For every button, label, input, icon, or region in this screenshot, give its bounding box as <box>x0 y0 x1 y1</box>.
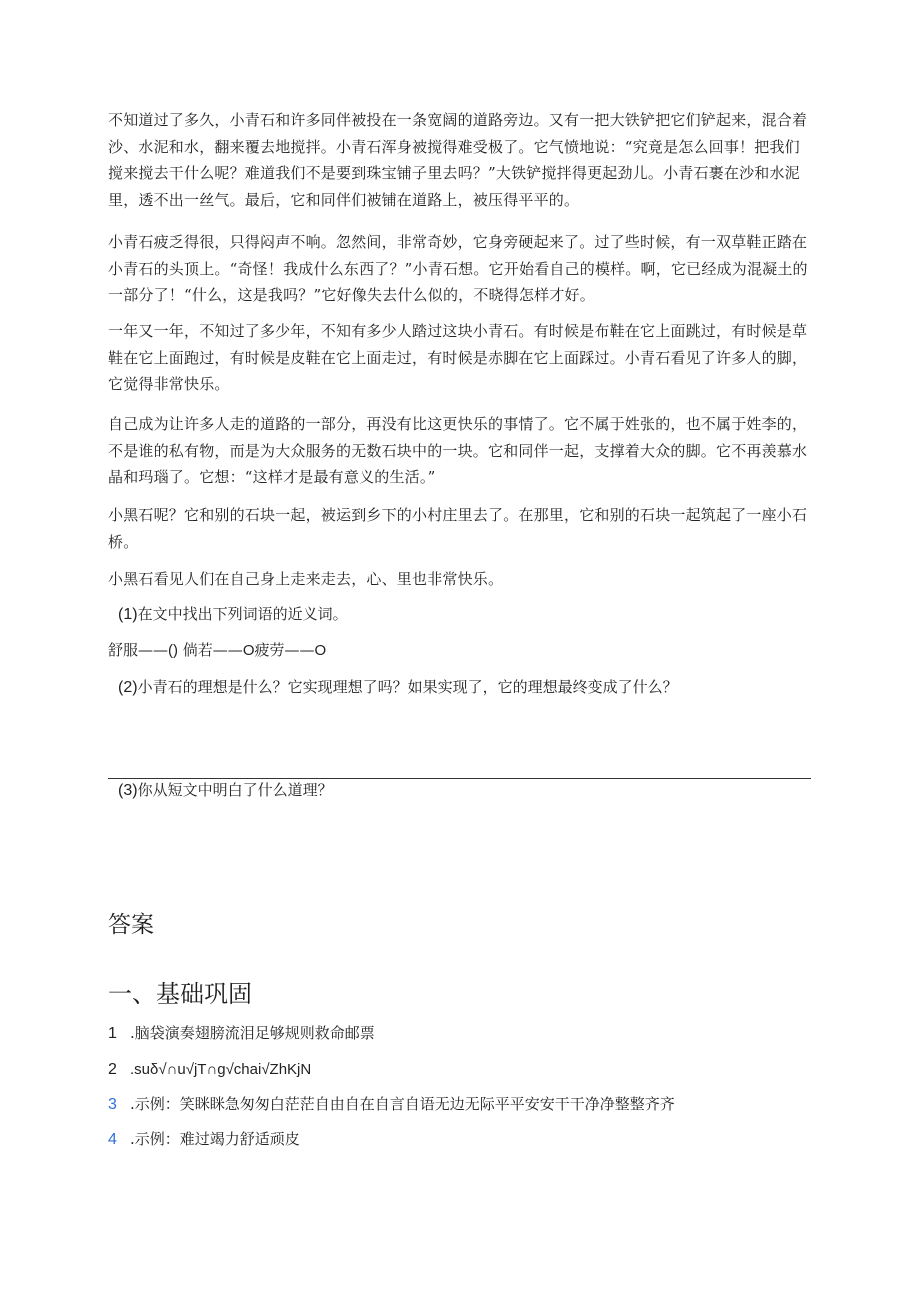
question-3-number: (3) <box>118 782 138 799</box>
question-3-text: 你从短文中明白了什么道理？ <box>137 781 333 799</box>
passage-paragraph-4: 自己成为让许多人走的道路的一部分，再没有比这更快乐的事情了。它不属于姓张的，也不属于姓李的，不是谁的私有物，而是为大众服务的无数石块中的一块。它和同伴一起，支撑着大众的脚。它不再羡慕水晶和玛瑙了。它想：“这样才是最有意义的生活。” <box>108 415 808 487</box>
answer-heading: 答案 <box>108 912 154 938</box>
synonym-word-3: 疲劳—— <box>254 641 315 659</box>
question-1 <box>118 603 348 626</box>
synonym-word-2: 倘若—— <box>182 641 243 659</box>
answer-item-4 <box>108 1128 300 1151</box>
question-2-text: 小青石的理想是什么？它实现理想了吗？如果实现了，它的理想最终变成了什么？ <box>137 678 678 696</box>
answer-text-1: .脑袋演奏翅膀流泪足够规则救命邮票 <box>130 1024 375 1042</box>
answer-number-1: 1 <box>108 1025 117 1042</box>
question-2-number: (2) <box>118 679 138 696</box>
answer-item-3 <box>108 1093 675 1116</box>
answer-number-4: 4 <box>108 1131 117 1148</box>
answer-text-3: .示例：笑眯眯急匆匆白茫茫自由自在自言自语无边无际平平安安干干净净整整齐齐 <box>130 1095 675 1113</box>
question-1-number: (1) <box>118 606 138 623</box>
passage-paragraph-3: 一年又一年，不知过了多少年，不知有多少人踏过这块小青石。有时候是布鞋在它上面跳过，有时候是草鞋在它上面跑过，有时候是皮鞋在它上面走过，有时候是赤脚在它上面踩过。小青石看见了许多人的脚，它觉得非常快乐。 <box>108 322 808 394</box>
question-2 <box>118 676 678 699</box>
answer-item-1 <box>108 1022 375 1045</box>
synonym-word-1: 舒服—— <box>108 641 169 659</box>
answer-number-2: 2 <box>108 1061 117 1078</box>
passage-paragraph-6: 小黑石看见人们在自己身上走来走去，心、里也非常快乐。 <box>108 570 504 588</box>
section-heading: 一、基础巩固 <box>108 980 252 1008</box>
question-1-synonyms <box>108 639 326 662</box>
synonym-blank-2[interactable]: O <box>242 642 255 659</box>
answer-text-2: .suδ√∩u√jT∩g√chai√ZhKjN <box>130 1061 312 1078</box>
passage-paragraph-2: 小青石疲乏得很，只得闷声不响。忽然间，非常奇妙，它身旁硬起来了。过了些时候，有一双草鞋正踏在小青石的头顶上。“奇怪！我成什么东西了？”小青石想。它开始看自己的模样。啊，它已经成为混凝土的一部分了！“什么，这是我吗？”它好像失去什么似的，不晓得怎样才好。 <box>108 233 808 305</box>
synonym-blank-3[interactable]: O <box>314 642 327 659</box>
question-1-text: 在文中找出下列词语的近义词。 <box>137 605 348 623</box>
synonym-blank-1[interactable]: () <box>168 642 179 659</box>
passage-paragraph-1: 不知道过了多久，小青石和许多同伴被投在一条宽阔的道路旁边。又有一把大铁铲把它们铲起来，混合着沙、水泥和水，翻来覆去地搅拌。小青石浑身被搅得难受极了。它气愤地说：“究竟是怎么回事！把我们搅来搅去干什么呢？难道我们不是要到珠宝铺子里去吗？”大铁铲搅拌得更起劲儿。小青石裹在沙和水泥里，透不出一丝气。最后，它和同伴们被铺在道路上，被压得平平的。 <box>108 111 808 209</box>
answer-number-3: 3 <box>108 1096 117 1113</box>
answer-text-4: .示例：难过竭力舒适顽皮 <box>130 1130 300 1148</box>
question-3 <box>118 779 333 802</box>
answer-item-2 <box>108 1058 311 1081</box>
passage-paragraph-5: 小黑石呢？它和别的石块一起，被运到乡下的小村庄里去了。在那里，它和别的石块一起筑起了一座小石桥。 <box>108 506 808 551</box>
